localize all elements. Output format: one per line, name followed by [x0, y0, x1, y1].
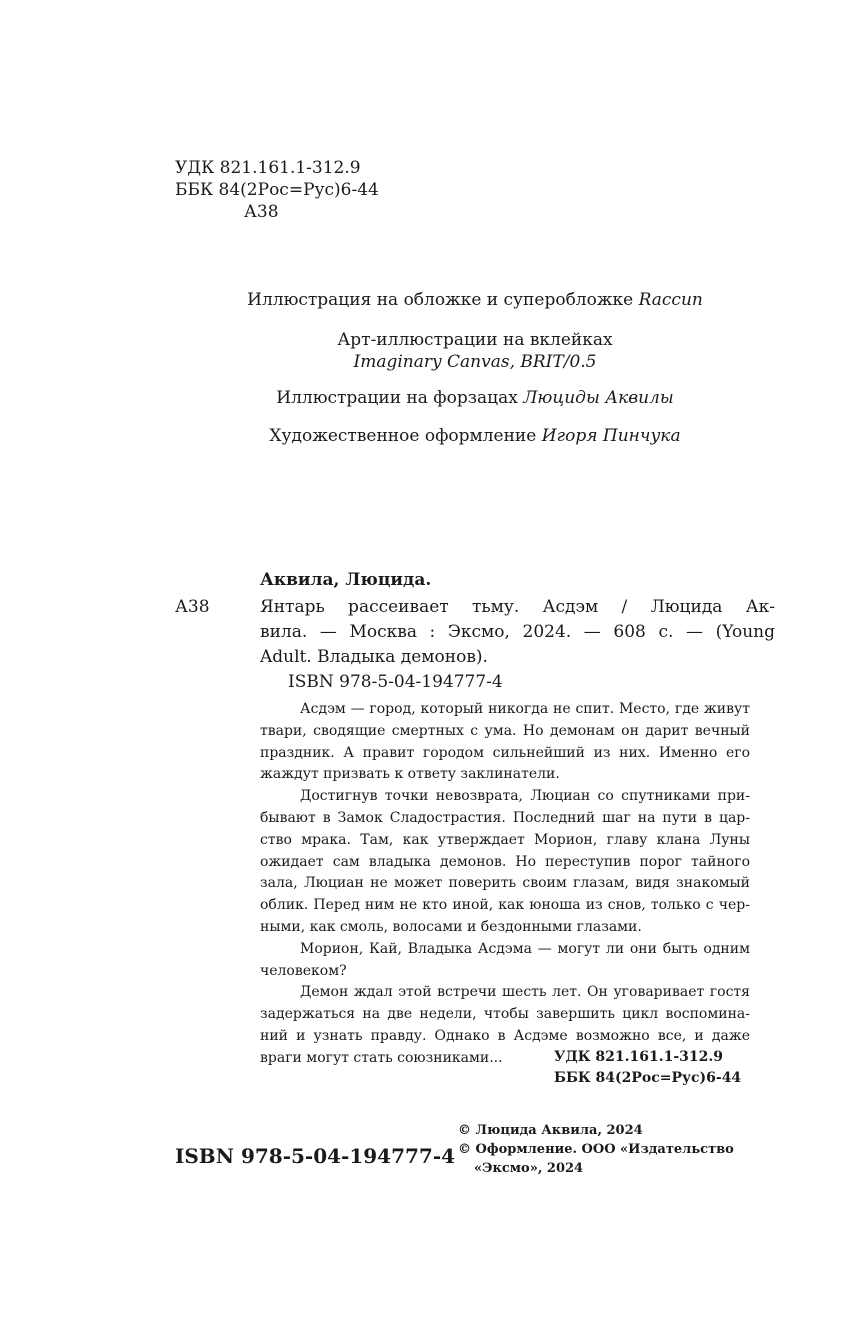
abstract-line: Демон ждал этой встречи шесть лет. Он уговаривает гостя: [300, 984, 750, 1001]
author-mark: А38: [244, 202, 279, 222]
bottom-udk: УДК 821.161.1-312.9: [554, 1049, 724, 1065]
abstract-line: облик. Перед ним не кто иной, как юноша из снов, только с чер-: [260, 897, 750, 914]
abstract-line: ний и узнать правду. Однако в Асдэме возможно все, и даже: [260, 1028, 750, 1044]
bbk-code: ББК 84(2Рос=Рус)6-44: [175, 180, 379, 200]
catalog-line: Adult. Владыка демонов).: [260, 647, 488, 667]
udk-code: УДК 821.161.1-312.9: [175, 158, 361, 178]
abstract-line: Достигнув точки невозврата, Люциан со спутниками при-: [300, 788, 750, 805]
abstract-line: задержаться на две недели, чтобы завершить цикл воспомина-: [260, 1006, 750, 1023]
abstract-line: жаждут призвать к ответу заклинатели.: [260, 766, 560, 783]
credit-name: Люциды Аквилы: [523, 388, 674, 408]
catalog-line: вила. — Москва : Эксмо, 2024. — 608 с. — (Young: [260, 622, 775, 642]
bottom-bbk: ББК 84(2Рос=Рус)6-44: [554, 1070, 742, 1086]
credit-line: [0, 351, 857, 373]
catalog-author: Аквила, Люцида.: [260, 570, 432, 590]
credit-role: Иллюстрации на форзацах: [276, 388, 524, 408]
abstract-line: человеком?: [260, 962, 347, 979]
abstract-line: ожидает сам владыка демонов. Но переступив порог тайного: [260, 853, 750, 870]
credit-name: Игоря Пинчука: [541, 426, 681, 446]
abstract-line: ство мрака. Там, как утверждает Морион, главу клана Луны: [260, 831, 750, 848]
credit-name: Imaginary Canvas, BRIT/0.5: [353, 352, 597, 372]
credit-line: [0, 387, 857, 409]
abstract-line: Морион, Кай, Владыка Асдэма — могут ли они быть одним: [300, 940, 750, 957]
abstract-line: ными, как смоль, волосами и бездонными глазами.: [260, 919, 642, 935]
credit-role: Арт-иллюстрации на вклейках: [337, 330, 613, 350]
abstract-line: бывают в Замок Сладострастия. Последний шаг на пути в цар-: [260, 810, 750, 826]
credit-line: [0, 289, 857, 311]
credit-role: Иллюстрация на обложке и суперобложке: [247, 290, 639, 310]
abstract-line: Асдэм — город, который никогда не спит. Место, где живут: [300, 701, 750, 717]
catalog-mark: А38: [175, 597, 210, 617]
copyright-1: © Люцида Аквила, 2024: [458, 1123, 643, 1138]
catalog-line: Янтарь рассеивает тьму. Асдэм / Люцида Ак-: [260, 597, 775, 617]
credit-name: Raccun: [638, 290, 703, 310]
isbn-large: ISBN 978-5-04-194777-4: [175, 1144, 456, 1168]
abstract-line: твари, сводящие смертных с ума. Но демонам он дарит вечный: [260, 722, 750, 739]
abstract-line: зала, Люциан не может поверить своим глазам, видя знакомый: [260, 875, 750, 892]
credit-role: Художественное оформление: [269, 426, 542, 446]
abstract-line: праздник. А правит городом сильнейший из них. Именно его: [260, 744, 750, 761]
credit-line: [0, 425, 857, 447]
catalog-isbn: ISBN 978-5-04-194777-4: [288, 672, 503, 692]
copyright-3: «Эксмо», 2024: [474, 1161, 584, 1176]
abstract-line: враги могут стать союзниками...: [260, 1049, 503, 1066]
credit-line: [0, 329, 857, 351]
copyright-2: © Оформление. ООО «Издательство: [458, 1142, 734, 1157]
